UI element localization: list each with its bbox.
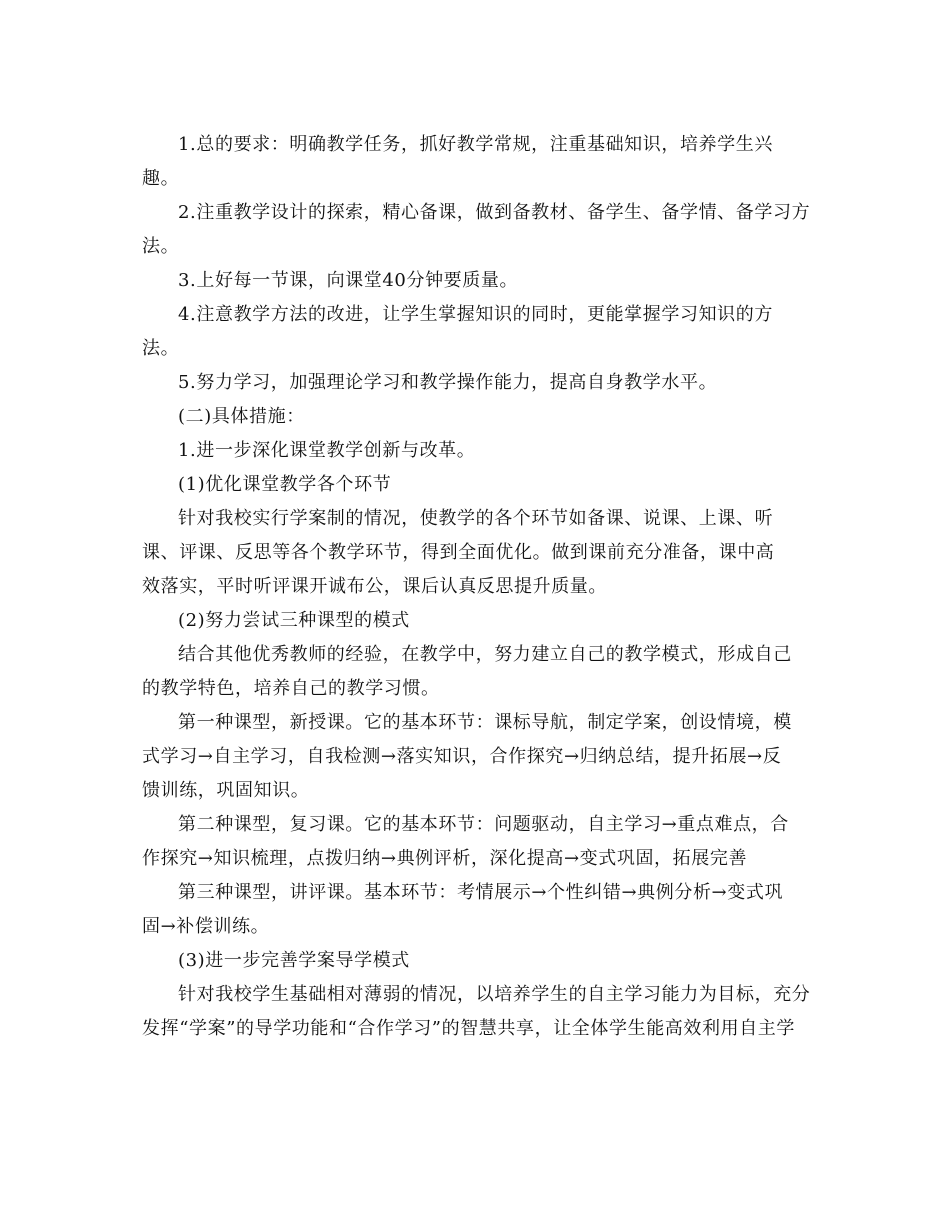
paragraph-deepen-reform: 1.进一步深化课堂教学创新与改革。: [178, 440, 476, 461]
subheading-optimize-steps: (1)优化课堂教学各个环节: [178, 474, 392, 495]
paragraph-every-lesson: 3.上好每一节课，向课堂40分钟要质量。: [178, 270, 519, 291]
section-heading-measures: (二)具体措施：: [178, 406, 305, 427]
paragraph-lesson-type-new: 第一种课型，新授课。它的基本环节：课标导航，制定学案，创设情境，模式学习→自主学习，自我检测→落实知识，合作探究→归纳总结，提升拓展→反馈训练，巩固知识。: [142, 712, 792, 801]
subheading-three-lesson-types: (2)努力尝试三种课型的模式: [178, 610, 410, 631]
document-body: [142, 128, 812, 1046]
paragraph-teaching-design: 2.注重教学设计的探索，精心备课，做到备教材、备学生、备学情、备学习方法。: [142, 202, 811, 257]
paragraph-lesson-type-review: 第二种课型，复习课。它的基本环节：问题驱动，自主学习→重点难点，合作探究→知识梳理，点拨归纳→典例评析，深化提高→变式巩固，拓展完善: [142, 814, 789, 869]
paragraph-lesson-type-feedback: 第三种课型，讲评课。基本环节：考情展示→个性纠错→典例分析→变式巩固→补偿训练。: [142, 882, 784, 937]
paragraph-teaching-methods: 4.注意教学方法的改进，让学生掌握知识的同时，更能掌握学习知识的方法。: [142, 304, 773, 359]
paragraph-teaching-model: 结合其他优秀教师的经验，在教学中，努力建立自己的教学模式，形成自己的教学特色，培养自己的教学习惯。: [142, 644, 792, 699]
paragraph-study-hard: 5.努力学习，加强理论学习和教学操作能力，提高自身教学水平。: [178, 372, 718, 393]
paragraph-learning-plan-system: 针对我校实行学案制的情况，使教学的各个环节如备课、说课、上课、听课、评课、反思等各个教学环节，得到全面优化。做到课前充分准备，课中高效落实，平时听评课开诚布公，课后认真反思提升质量。: [142, 508, 775, 597]
paragraph-general-requirements: 1.总的要求：明确教学任务，抓好教学常规，注重基础知识，培养学生兴趣。: [142, 134, 773, 189]
paragraph-student-foundation: 针对我校学生基础相对薄弱的情况，以培养学生的自主学习能力为目标，充分发挥“学案”的导学功能和“合作学习”的智慧共享，让全体学生能高效利用自主学: [142, 984, 811, 1039]
subheading-guided-learning: (3)进一步完善学案导学模式: [178, 950, 410, 971]
